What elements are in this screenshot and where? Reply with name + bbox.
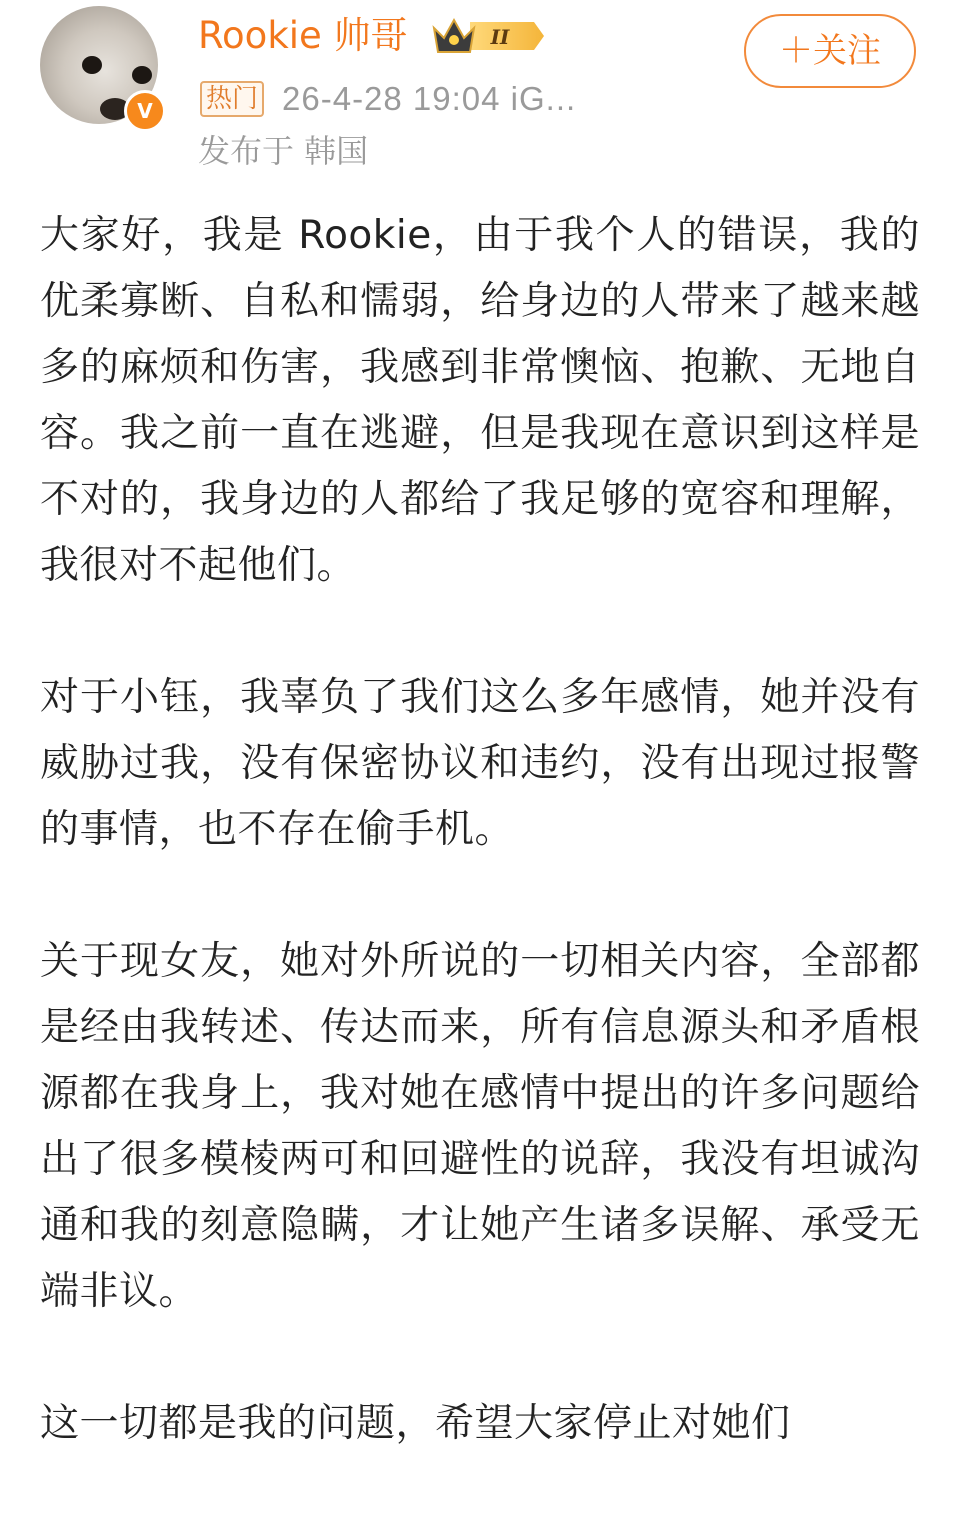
hot-tag: 热门 <box>200 81 264 117</box>
post-paragraph: 关于现女友，她对外所说的一切相关内容，全部都是经由我转述、传达而来，所有信息源头和矛盾根源都在我身上，我对她在感情中提出的许多问题给出了很多模棱两可和回避性的说辞，我没有坦诚沟通和我的刻意隐瞒，才让她产生诸多误解、承受无端非议。 <box>40 939 920 1314</box>
post-paragraph: 这一切都是我的问题，希望大家停止对她们 <box>40 1401 791 1446</box>
post-paragraph: 大家好，我是 Rookie，由于我个人的错误，我的优柔寡断、自私和懦弱，给身边的人带来了越来越多的麻烦和伤害，我感到非常懊恼、抱歉、无地自容。我之前一直在逃避，但是我现在意识到这样是不对的，我身边的人都给了我足够的宽容和理解，我很对不起他们。 <box>40 213 920 588</box>
post-meta <box>200 80 576 118</box>
badge-level: II <box>490 25 510 49</box>
verified-icon: V <box>124 90 166 132</box>
crown-vip-badge-icon <box>430 14 546 58</box>
avatar-eye <box>132 66 152 84</box>
post-timestamp: 26-4-28 19:04 iG... <box>282 80 577 117</box>
post-location: 发布于 韩国 <box>198 132 369 170</box>
avatar-eye <box>82 56 102 74</box>
post-body <box>40 203 920 1523</box>
post-paragraph: 对于小钰，我辜负了我们这么多年感情，她并没有威胁过我，没有保密协议和违约，没有出现过报警的事情，也不存在偷手机。 <box>40 675 920 852</box>
post-header <box>0 0 960 190</box>
follow-button[interactable]: ＋关注 <box>744 14 916 88</box>
author-name[interactable]: Rookie 帅哥 <box>198 14 408 57</box>
